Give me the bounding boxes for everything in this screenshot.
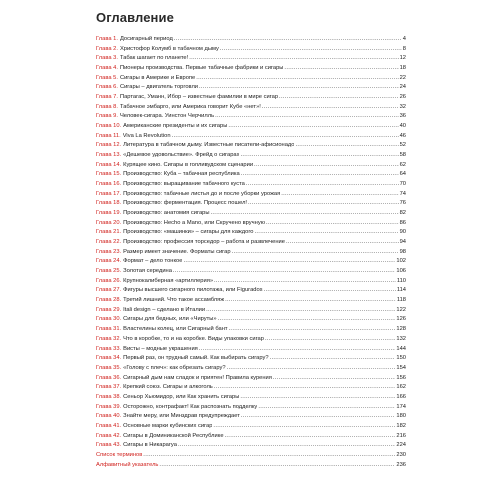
toc-entry-page-number: 82 [399,210,406,217]
toc-entry-page-number: 182 [396,422,406,429]
toc-entry-title: Властелины колец, или Сигарный бант [123,326,228,333]
toc-entry[interactable] [96,248,406,258]
toc-entry[interactable] [96,35,406,45]
toc-entry[interactable] [96,64,406,74]
toc-entry-prefix: Список терминов [96,451,143,458]
toc-entry-title: Размер имеет значение. Форматы сигар [123,248,231,255]
toc-entry[interactable] [96,451,406,461]
toc-entry-prefix: Глава 31. [96,326,122,333]
toc-entry[interactable] [96,412,406,422]
toc-entry-title: Литература в табачном дыму. Известные писатели-афисионадо [123,142,295,149]
toc-entry[interactable] [96,403,406,413]
toc-entry[interactable] [96,83,406,93]
toc-entry[interactable] [96,393,406,403]
toc-entry[interactable] [96,190,406,200]
toc-entry[interactable] [96,219,406,229]
toc-entry[interactable] [96,364,406,374]
toc-entry[interactable] [96,151,406,161]
toc-entry[interactable] [96,161,406,171]
toc-entry-title: Производство: ферментация. Процесс пошел! [123,200,248,207]
toc-list [96,35,406,470]
toc-entry-leader-dots [279,93,399,103]
toc-entry-leader-dots [225,432,396,442]
toc-entry-page-number: 156 [396,374,406,381]
toc-entry-leader-dots [227,364,396,374]
toc-entry-page-number: 122 [396,306,406,313]
toc-entry[interactable] [96,325,406,335]
toc-entry[interactable] [96,335,406,345]
toc-entry[interactable] [96,296,406,306]
toc-entry-prefix: Глава 15. [96,171,122,178]
toc-entry-prefix: Глава 33. [96,345,122,352]
toc-entry-leader-dots [258,403,395,413]
toc-entry-title: Производство: профессия торседор – работа и развлечение [123,239,285,246]
toc-entry-leader-dots [266,219,399,229]
toc-entry-page-number: 70 [399,181,406,188]
page-title: Оглавление [96,10,174,25]
toc-entry-prefix: Глава 30. [96,316,122,323]
toc-entry-title: Висты – модные украшения [123,345,198,352]
toc-entry-title: Производство: Hecho a Mano, или Скручено вручную [123,219,266,226]
toc-entry-page-number: 216 [396,432,406,439]
toc-entry-prefix: Глава 3. [96,55,118,62]
toc-entry-page-number: 154 [396,364,406,371]
toc-entry[interactable] [96,74,406,84]
toc-entry-leader-dots [172,132,399,142]
toc-entry-leader-dots [286,238,399,248]
toc-entry-leader-dots [240,151,398,161]
toc-entry[interactable] [96,132,406,142]
toc-entry-prefix: Глава 19. [96,210,122,217]
toc-entry[interactable] [96,209,406,219]
toc-entry[interactable] [96,345,406,355]
toc-entry-prefix: Глава 25. [96,268,122,275]
toc-entry-title: Знайте меру, или Минздрав предупреждает [123,413,240,420]
toc-entry-title: Производство: табачные листья до и после уборки урожая [123,190,281,197]
toc-entry-leader-dots [214,277,396,287]
toc-entry-prefix: Глава 39. [96,403,122,410]
toc-entry-page-number: 26 [399,94,406,101]
toc-entry-page-number: 180 [396,413,406,420]
toc-entry-leader-dots [174,35,402,45]
toc-entry[interactable] [96,374,406,384]
toc-entry-page-number: 32 [399,103,406,110]
toc-entry-prefix: Глава 16. [96,181,122,188]
toc-entry-leader-dots [173,267,395,277]
toc-entry-title: Фигуры высшего сигарного пилотажа, или Figurados [123,287,263,294]
toc-entry-page-number: 46 [399,132,406,139]
toc-entry-page-number: 76 [399,200,406,207]
toc-entry[interactable] [96,45,406,55]
toc-entry[interactable] [96,354,406,364]
toc-entry-title: Производство: Куба – табачная республика [123,171,240,178]
toc-entry-title: Пионеры производства. Первые табачные фабрики и сигары [119,65,284,72]
toc-entry-title: Золотая середина [123,268,172,275]
toc-entry-title: Крепкий союз. Сигары и алкоголь [123,384,213,391]
toc-entry-leader-dots [295,141,398,151]
toc-entry-leader-dots [264,286,396,296]
toc-entry-prefix: Глава 11. [96,132,121,139]
toc-entry-prefix: Глава 32. [96,335,122,342]
toc-entry[interactable] [96,267,406,277]
toc-entry[interactable] [96,286,406,296]
toc-entry-leader-dots [214,383,396,393]
toc-entry-page-number: 128 [396,326,406,333]
toc-entry-prefix: Глава 13. [96,152,122,159]
toc-entry-title: Табачное эмбарго, или Америка говорит Кубе «нет»! [119,103,261,110]
toc-entry-prefix: Глава 23. [96,248,122,255]
toc-entry-page-number: 8 [402,45,406,52]
toc-entry-leader-dots [211,209,399,219]
toc-entry-page-number: 230 [396,451,406,458]
toc-entry[interactable] [96,257,406,267]
toc-entry[interactable] [96,306,406,316]
toc-entry-page-number: 4 [402,36,406,42]
toc-entry-page-number: 12 [399,55,406,62]
toc-entry-title: Сигары в Доминиканской Республике [123,432,224,439]
toc-entry-leader-dots [248,199,399,209]
toc-entry-page-number: 118 [396,297,406,304]
toc-entry-page-number: 224 [396,442,406,449]
toc-entry-page-number: 150 [396,355,406,362]
toc-entry[interactable] [96,180,406,190]
toc-entry-leader-dots [206,306,395,316]
toc-entry-leader-dots [225,296,396,306]
toc-entry-title: Viva La Revolution [122,132,171,139]
toc-entry[interactable] [96,315,406,325]
toc-entry-prefix: Глава 4. [96,65,118,72]
toc-entry-prefix: Глава 40. [96,413,122,420]
toc-entry-title: Сигары – двигатель торговли [119,84,199,91]
toc-entry-title: Досигарный период [119,36,173,42]
toc-entry-title: Третий лишний. Что такое ассамбляж [123,297,225,304]
toc-entry-page-number: 62 [399,161,406,168]
toc-entry-prefix: Глава 21. [96,229,122,236]
toc-entry-page-number: 126 [396,316,406,323]
toc-entry[interactable] [96,422,406,432]
toc-entry[interactable] [96,228,406,238]
toc-entry-leader-dots [281,190,398,200]
toc-entry[interactable] [96,199,406,209]
toc-entry-page-number: 94 [399,239,406,246]
toc-entry-leader-dots [189,54,398,64]
toc-entry-prefix: Глава 42. [96,432,122,439]
toc-entry-leader-dots [228,122,398,132]
toc-entry-title: Сигары для бедных, или «Чируты» [123,316,217,323]
toc-entry-prefix: Глава 20. [96,219,122,226]
toc-entry[interactable] [96,238,406,248]
toc-entry-leader-dots [262,103,399,113]
toc-entry-page-number: 166 [396,393,406,400]
toc-entry-page-number: 114 [396,287,406,294]
toc-entry-page-number: 236 [396,461,406,468]
toc-entry[interactable] [96,170,406,180]
toc-entry-title: Сигары в Никарагуа [123,442,177,449]
toc-entry-page-number: 98 [399,248,406,255]
toc-entry-title: Американские президенты и их сигары [123,123,228,130]
toc-entry-title: Сигарный дым нам сладок и приятен! Правила курения [123,374,272,381]
toc-entry-page-number: 52 [399,142,406,149]
toc-entry-title: Человек-сигара. Уинстон Черчилль [119,113,215,120]
toc-entry-page-number: 24 [399,84,406,91]
toc-entry-leader-dots [232,248,399,258]
toc-entry[interactable] [96,141,406,151]
toc-entry-prefix: Глава 2. [96,45,118,52]
toc-entry[interactable] [96,93,406,103]
toc-entry-prefix: Глава 35. [96,364,122,371]
toc-entry-title: Производство: выращивание табачного куста [123,181,245,188]
toc-entry-title: Itali design – сделано в Италии [123,306,206,313]
toc-entry-title: Первый раз, он трудный самый. Как выбирать сигару? [123,355,269,362]
toc-entry-leader-dots [199,83,399,93]
toc-entry-leader-dots [218,315,396,325]
toc-entry-title: Сигары в Америке и Европе [119,74,196,81]
toc-entry-page-number: 36 [399,113,406,120]
toc-entry-prefix: Глава 14. [96,161,122,168]
toc-entry-leader-dots [229,325,396,335]
toc-entry-prefix: Глава 1. [96,36,118,42]
toc-entry-leader-dots [183,257,395,267]
toc-entry-leader-dots [270,354,396,364]
toc-entry-prefix: Глава 10. [96,123,122,130]
toc-entry-prefix: Глава 26. [96,277,122,284]
toc-entry-page-number: 110 [396,277,406,284]
toc-entry-prefix: Глава 37. [96,384,122,391]
toc-entry-prefix: Глава 6. [96,84,118,91]
toc-entry[interactable] [96,432,406,442]
toc-entry[interactable] [96,441,406,451]
toc-entry-title: Осторожно, контрафакт! Как распознать подделку [123,403,258,410]
toc-entry[interactable] [96,461,406,471]
toc-entry-page-number: 174 [396,403,406,410]
toc-entry[interactable] [96,54,406,64]
toc-entry-leader-dots [199,345,396,355]
toc-entry-prefix: Глава 34. [96,355,122,362]
toc-entry-prefix: Глава 28. [96,297,122,304]
toc-entry-leader-dots [213,422,395,432]
toc-entry-page-number: 90 [399,229,406,236]
toc-entry-page-number: 58 [399,152,406,159]
toc-entry-leader-dots [220,45,402,55]
toc-entry-page-number: 74 [399,190,406,197]
toc-entry-prefix: Глава 43. [96,442,122,449]
toc-entry-page-number: 102 [396,258,406,265]
toc-entry-leader-dots [241,170,399,180]
toc-entry-title: Курящее кино. Сигары в голливудском сценарии [123,161,254,168]
toc-entry[interactable] [96,103,406,113]
toc-entry-prefix: Глава 29. [96,306,122,313]
toc-entry-prefix: Глава 24. [96,258,122,265]
toc-entry-page-number: 18 [399,65,406,72]
toc-entry-prefix: Глава 38. [96,393,122,400]
toc-entry-prefix: Глава 7. [96,94,118,101]
toc-entry-leader-dots [241,412,396,422]
toc-entry-leader-dots [265,335,395,345]
toc-entry-page-number: 86 [399,219,406,226]
toc-entry-title: «Дешевое удовольствие». Фрейд о сигарах [123,152,240,159]
toc-entry-leader-dots [143,451,395,461]
toc-entry[interactable] [96,112,406,122]
toc-entry-leader-dots [240,393,395,403]
toc-entry-prefix: Глава 8. [96,103,118,110]
toc-entry-leader-dots [255,228,399,238]
toc-entry-title: Основные марки кубинских сигар [123,422,213,429]
toc-entry-leader-dots [254,161,399,171]
toc-entry-title: Производство: анатомия сигары [123,210,210,217]
toc-entry-prefix: Глава 9. [96,113,118,120]
toc-entry-leader-dots [215,112,399,122]
toc-entry-page-number: 144 [396,345,406,352]
toc-entry-title: Крупнокалиберная «артиллерия» [123,277,214,284]
toc-entry-page-number: 162 [396,384,406,391]
toc-entry-leader-dots [273,374,396,384]
toc-entry-page-number: 40 [399,123,406,130]
toc-entry[interactable] [96,277,406,287]
toc-entry-prefix: Глава 18. [96,200,122,207]
toc-entry-prefix: Глава 22. [96,239,122,246]
toc-entry-title: Формат – дело тонкое [123,258,183,265]
toc-entry-leader-dots [159,461,395,471]
toc-entry-prefix: Глава 41. [96,422,122,429]
toc-entry-prefix: Глава 12. [96,142,122,149]
toc-entry-page-number: 106 [396,268,406,275]
toc-entry-prefix: Глава 36. [96,374,122,381]
toc-entry-leader-dots [196,74,398,84]
toc-entry-prefix: Глава 17. [96,190,122,197]
toc-entry-title: Сеньор Хьюмидор, или Как хранить сигары [123,393,240,400]
toc-entry-prefix: Глава 27. [96,287,122,294]
toc-entry[interactable] [96,383,406,393]
toc-entry-title: Христофор Колумб в табачном дыму [119,45,219,52]
toc-entry-prefix: Алфавитный указатель [96,461,159,468]
toc-entry-title: Табак шагает по планете! [119,55,189,62]
toc-entry-page-number: 22 [399,74,406,81]
toc-entry-title: Что в коробке, то и на коробке. Виды упаковки сигар [123,335,264,342]
toc-entry[interactable] [96,122,406,132]
toc-entry-title: Производство: «машинки» – сигары для каждого [123,229,254,236]
toc-entry-title: Партагас, Уманн, Ибор – известные фамилии в мире сигар [119,94,279,101]
toc-entry-page-number: 132 [396,335,406,342]
toc-entry-leader-dots [284,64,398,74]
toc-entry-page-number: 64 [399,171,406,178]
toc-entry-title: «Голову с плеч»: как обрезать сигару? [123,364,226,371]
toc-entry-prefix: Глава 5. [96,74,118,81]
toc-entry-leader-dots [178,441,395,451]
toc-entry-leader-dots [246,180,399,190]
